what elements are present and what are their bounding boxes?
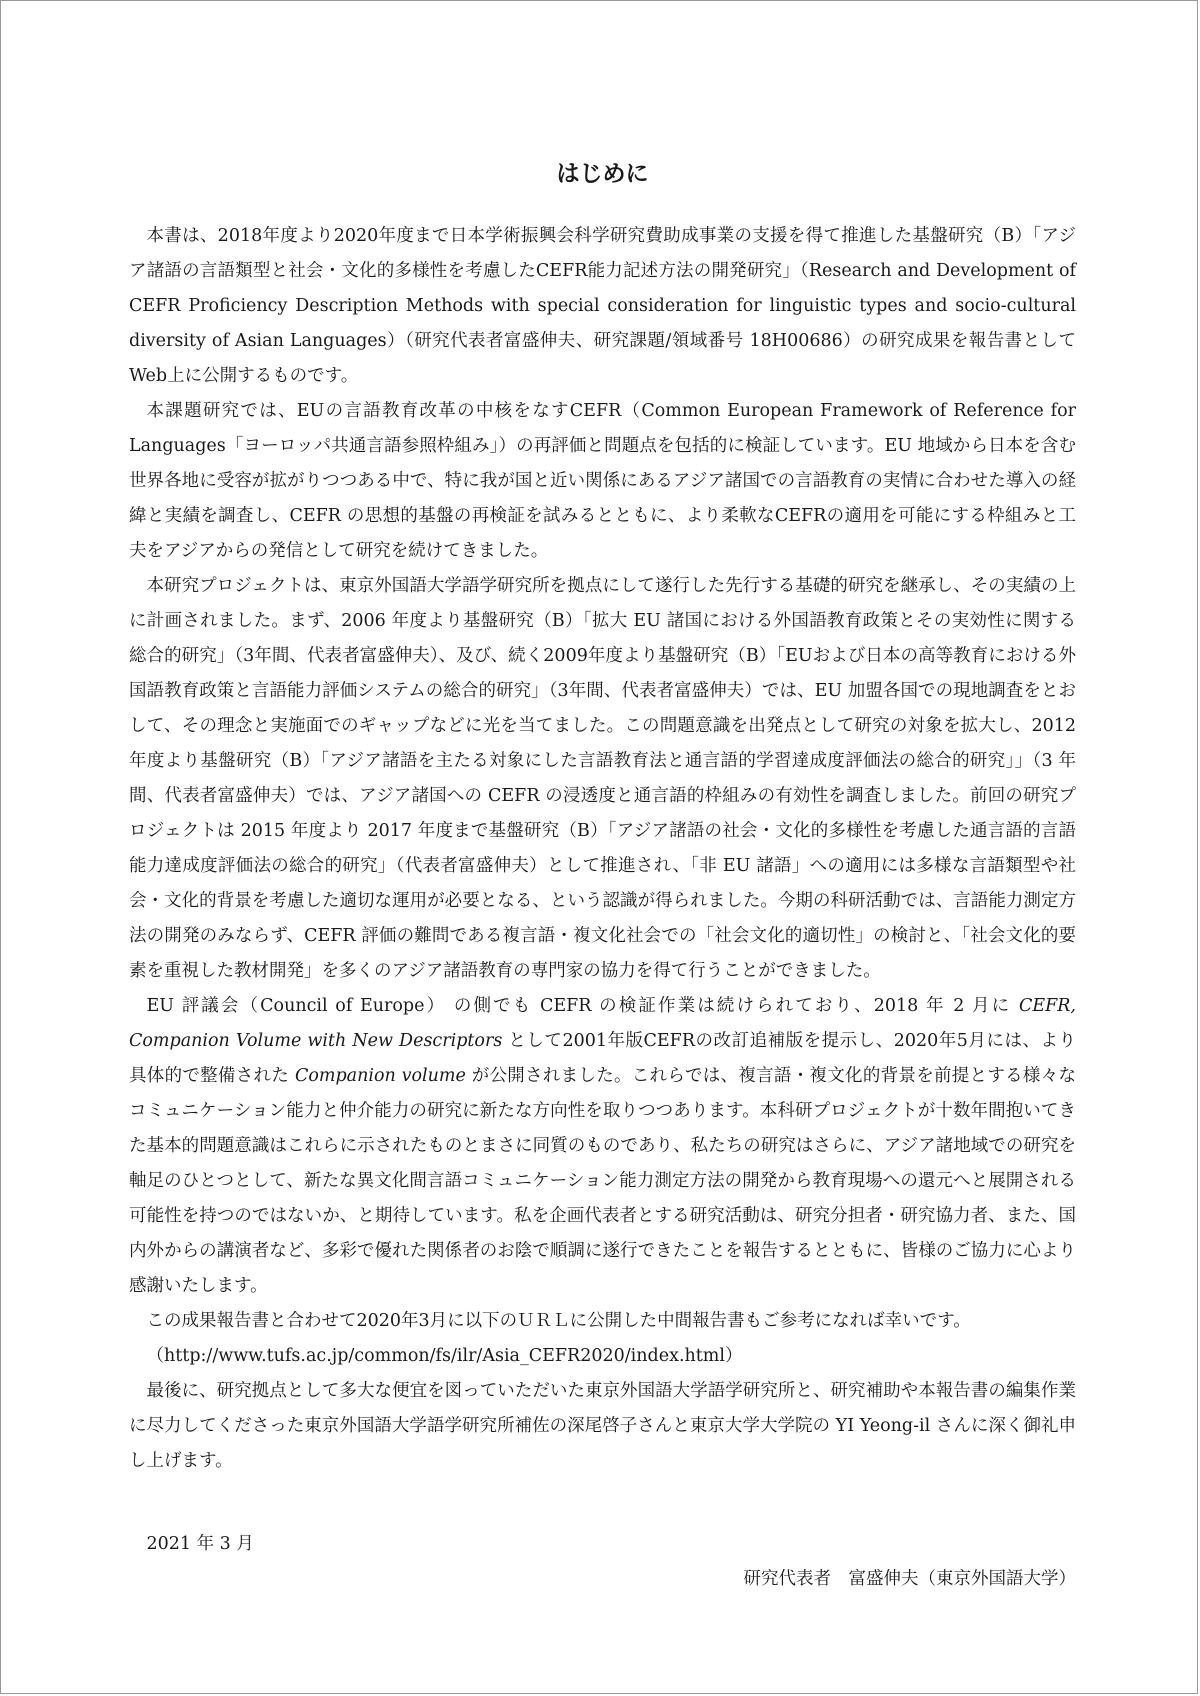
paragraph-3: 本研究プロジェクトは、東京外国語大学語学研究所を拠点にして遂行した先行する基礎的研究を継承し、その実績の上に計画されました。まず、2006 年度より基盤研究（B）「拡大 EU 諸国における外国語教育政策とその実効性に関する総合的研究」（3年間、代表者富盛伸夫）、及び、続く2009年度より基盤研究（B）「EUおよび日本の高等教育における外国語教育政策と言語能力評価システムの総合的研究」（3年間、代表者富盛伸夫）では、EU 加盟各国での現地調査をとおして、その理念と実施面でのギャップなどに光を当てました。この問題意識を出発点として研究の対象を拡大し、2012 年度より基盤研究（B）「アジア諸語を主たる対象にした言語教育法と通言語的学習達成度評価法の総合的研究」」（3 年間、代表者富盛伸夫）では、アジア諸国への CEFR の浸透度と通言語的枠組みの有効性を調査しました。前回の研究プロジェクトは 2015 年度より 2017 年度まで基盤研究（B）「アジア諸語の社会・文化的多様性を考慮した通言語的言語能力達成度評価法の総合的研究」（代表者富盛伸夫）として推進され、「非 EU 諸語」への適用には多様な言語類型や社会・文化的背景を考慮した適切な運用が必要となる、という認識が得られました。今期の科研活動では、言語能力測定方法の開発のみならず、CEFR 評価の難問である複言語・複文化社会での「社会文化的適切性」の検討と、「社会文化的要素を重視した教材開発」を多くのアジア諸語教育の専門家の協力を得て行うことができました。 xyxy=(129,576,1076,981)
paragraph-4-part-c: が公開されました。これらでは、複言語・複文化的背景を前提とする様々なコミュニケーション能力と仲介能力の研究に新たな方向性を取りつつあります。本科研プロジェクトが十数年間抱いてきた基本的問題意識はこれらに示されたものとまさに同質のものであり、私たちの研究はさらに、アジア諸地域での研究を軸足のひとつとして、新たな異文化間言語コミュニケーション能力測定方法の開発から教育現場への還元へと展開される可能性を持つのではないか、と期待しています。私を企画代表者とする研究活動は、研究分担者・研究協力者、また、国内外からの講演者など、多彩で優れた関係者のお陰で順調に遂行できたことを報告するとともに、皆様のご協力に心より感謝いたします。 xyxy=(129,1066,1076,1296)
paragraph-2: 本課題研究では、EUの言語教育改革の中核をなすCEFR（Common European Framework of Reference for Languages「ヨーロッパ共通言語参照枠組み」）の再評価と問題点を包括的に検証しています。EU 地域から日本を含む世界各地に受容が拡がりつつある中で、特に我が国と近い関係にあるアジア諸国での言語教育の実情に合わせた導入の経緯と実績を調査し、CEFR の思想的基盤の再検証を試みるとともに、より柔軟なCEFRの適用を可能にする枠組みと工夫をアジアからの発信として研究を続けてきました。 xyxy=(129,401,1076,561)
paragraph-1: 本書は、2018年度より2020年度まで日本学術振興会科学研究費助成事業の支援を得て推進した基盤研究（B）「アジア諸語の言語類型と社会・文化的多様性を考慮したCEFR能力記述方法の開発研究」（Research and Development of CEFR Proficiency Description Methods with special consideration for linguistic types and socio-cultural diversity of Asian Languages）（研究代表者富盛伸夫、研究課題/領域番号 18H00686）の研究成果を報告書としてWeb上に公開するものです。 xyxy=(129,226,1076,386)
paragraph-5-url: （http://www.tufs.ac.jp/common/fs/ilr/Asia_CEFR2020/index.html） xyxy=(146,1346,743,1366)
document-body xyxy=(129,157,1076,1597)
paragraph-4-part-b: として2001年版CEFRの改訂追補版を提示し、2020年5月には、より具体的で整備された xyxy=(129,1031,1076,1086)
paragraph-4-part-a: EU 評議会（Council of Europe） の側でも CEFR の検証作業は続けられており、2018 年 2 月に xyxy=(146,996,1019,1016)
paragraph-4-italic-title: CEFR, Companion Volume with New Descriptors xyxy=(129,996,1076,1051)
paragraph-4 xyxy=(129,989,1076,1304)
signature: 研究代表者 富盛伸夫（東京外国語大学） xyxy=(743,1569,1076,1589)
paragraph-4-italic-companion: Companion volume xyxy=(294,1066,466,1086)
paragraph-5: この成果報告書と合わせて2020年3月に以下のＵＲＬに公開した中間報告書もご参考になれば幸いです。 xyxy=(146,1311,971,1331)
page-title: はじめに xyxy=(556,160,649,187)
paragraph-6: 最後に、研究拠点として多大な便宜を図っていただいた東京外国語大学語学研究所と、研究補助や本報告書の編集作業に尽力してくださった東京外国語大学語学研究所補佐の深尾啓子さんと東京大学大学院の YI Yeong-il さんに深く御礼申し上げます。 xyxy=(129,1381,1076,1471)
document-date: 2021 年 3 月 xyxy=(146,1534,254,1554)
